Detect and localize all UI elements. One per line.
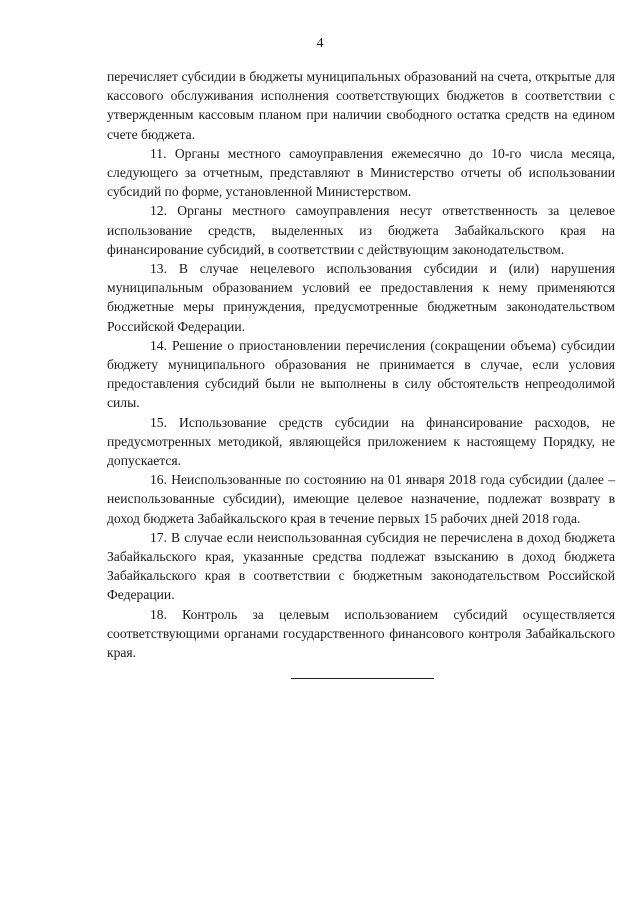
paragraph-17: 17. В случае если неиспользованная субсидия не перечислена в доход бюджета Забайкальского края, указанные средства подлежат взысканию в доход бюджета Забайкальского края в соответствии с бюджетным законодательством Российской Федерации.: [107, 529, 615, 603]
paragraph-15: 15. Использование средств субсидии на финансирование расходов, не предусмотренных методикой, являющейся приложением к настоящему Порядку, не допускается.: [107, 414, 615, 469]
paragraph-18: 18. Контроль за целевым использованием субсидий осуществляется соответствующими органами государственного финансового контроля Забайкальского края.: [107, 606, 615, 661]
paragraph-continuation: перечисляет субсидии в бюджеты муниципальных образований на счета, открытые для кассового обслуживания исполнения соответствующих бюджетов в соответствии с утвержденным кассовым планом при наличии свободного остатка средств на едином счете бюджета.: [107, 69, 615, 142]
document-body: [107, 67, 615, 662]
paragraph-13: 13. В случае нецелевого использования субсидии и (или) нарушения муниципальным образованием условий ее предоставления к нему применяются бюджетные меры принуждения, предусмотренные бюджетным законодательством Российской Федерации.: [107, 261, 615, 334]
paragraph-11: 11. Органы местного самоуправления ежемесячно до 10-го числа месяца, следующего за отчетным, представляют в Министерство отчеты об использовании субсидий по форме, установленной Министерством.: [107, 145, 615, 200]
paragraph-16: 16. Неиспользованные по состоянию на 01 января 2018 года субсидии (далее – неиспользованные субсидии), имеющие целевое назначение, подлежат возврату в доход бюджета Забайкальского края в течение первых 15 рабочих дней 2018 года.: [107, 472, 615, 526]
closing-rule-divider: [291, 678, 434, 679]
paragraph-14: 14. Решение о приостановлении перечисления (сокращении объема) субсидии бюджету муниципального образования не принимается в случае, если условия предоставления субсидий были не выполнены в силу обстоятельств непреодолимой силы.: [107, 337, 615, 411]
page-number: 4: [316, 36, 324, 51]
paragraph-12: 12. Органы местного самоуправления несут ответственность за целевое использование средств, выделенных из бюджета Забайкальского края на финансирование субсидий, в соответствии с действующим законодательством.: [107, 203, 615, 257]
